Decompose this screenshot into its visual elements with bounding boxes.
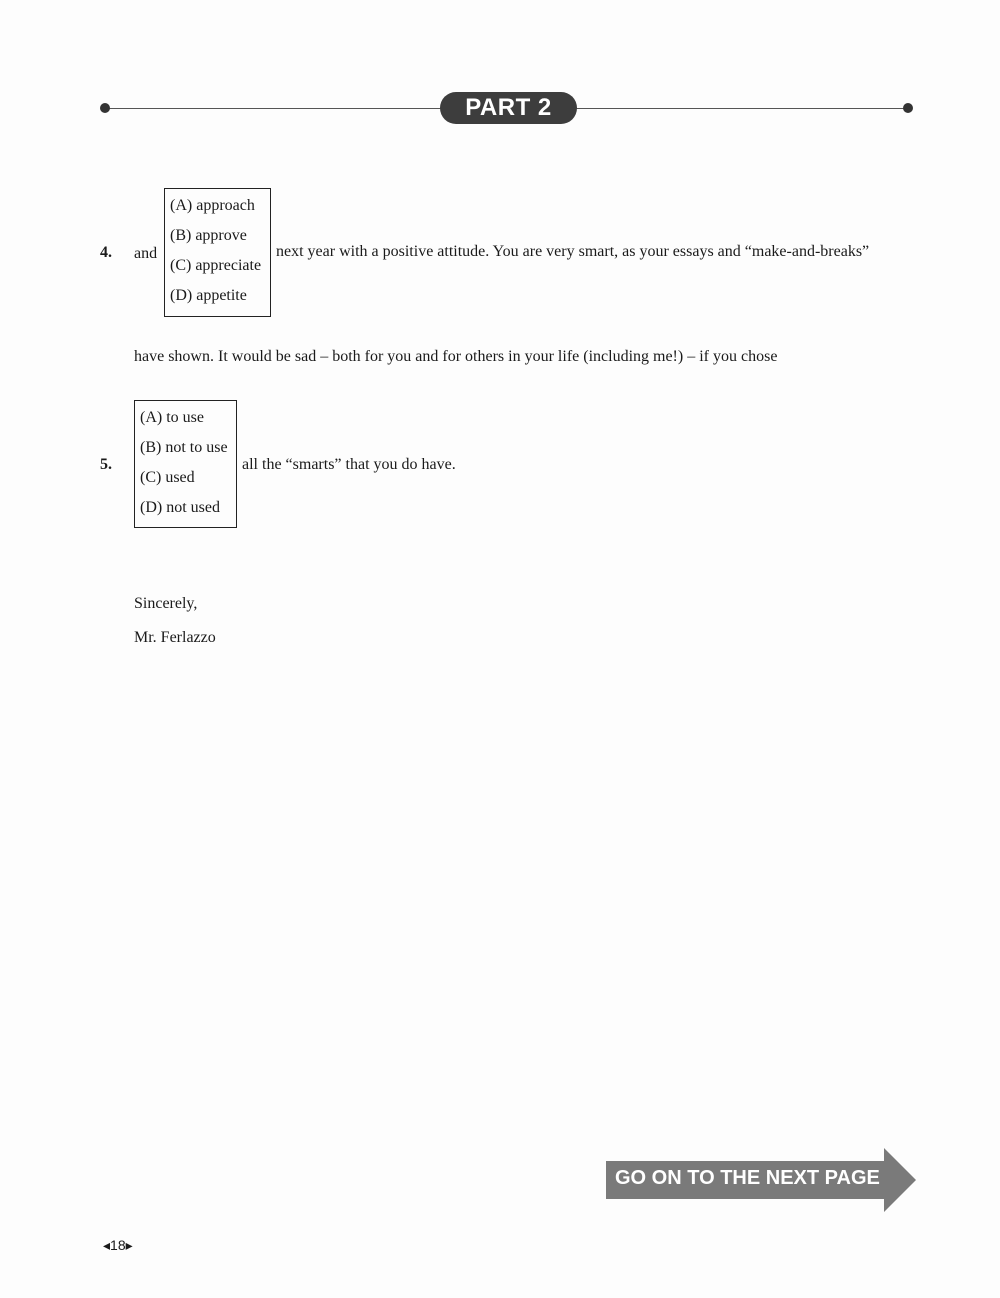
passage-continuation-text: have shown. It would be sad – both for you and for others in your life (including me!) – if you chose (134, 348, 778, 365)
question-5-trailing-text: all the “smarts” that you do have. (242, 456, 456, 473)
page-number (103, 1237, 133, 1254)
question-4-choice-d[interactable]: (D) appetite (170, 287, 247, 304)
question-4-choice-b[interactable]: (B) approve (170, 227, 247, 244)
question-5-choice-box (134, 400, 237, 528)
part-label-badge (440, 92, 577, 124)
page-number-right-arrow-icon: ▸ (125, 1237, 133, 1253)
question-5-choice-d[interactable]: (D) not used (140, 499, 220, 516)
question-4-choice-a[interactable]: (A) approach (170, 197, 255, 214)
question-5-choice-c[interactable]: (C) used (140, 469, 195, 486)
question-4-lead-text: and (134, 245, 158, 262)
question-5-choice-a[interactable]: (A) to use (140, 409, 204, 426)
closing-salutation: Sincerely, (134, 595, 198, 612)
question-5-choice-b[interactable]: (B) not to use (140, 439, 228, 456)
go-to-next-page-label: GO ON TO THE NEXT PAGE (615, 1167, 880, 1189)
header-rule-right-dot (903, 103, 913, 113)
question-4-choice-c[interactable]: (C) appreciate (170, 257, 262, 274)
question-4-choice-box (164, 188, 271, 317)
part-label: PART 2 (465, 94, 552, 121)
question-4-number: 4. (100, 244, 112, 261)
page-number-left-arrow-icon: ◂ (103, 1237, 111, 1253)
question-5-number: 5. (100, 456, 112, 473)
page-number-value: 18 (110, 1237, 126, 1253)
closing-signature: Mr. Ferlazzo (134, 629, 216, 646)
header-rule-left-dot (100, 103, 110, 113)
go-to-next-page-banner (606, 1148, 916, 1212)
question-4-trailing-text: next year with a positive attitude. You are very smart, as your essays and “make-and-breaks” (276, 243, 870, 260)
